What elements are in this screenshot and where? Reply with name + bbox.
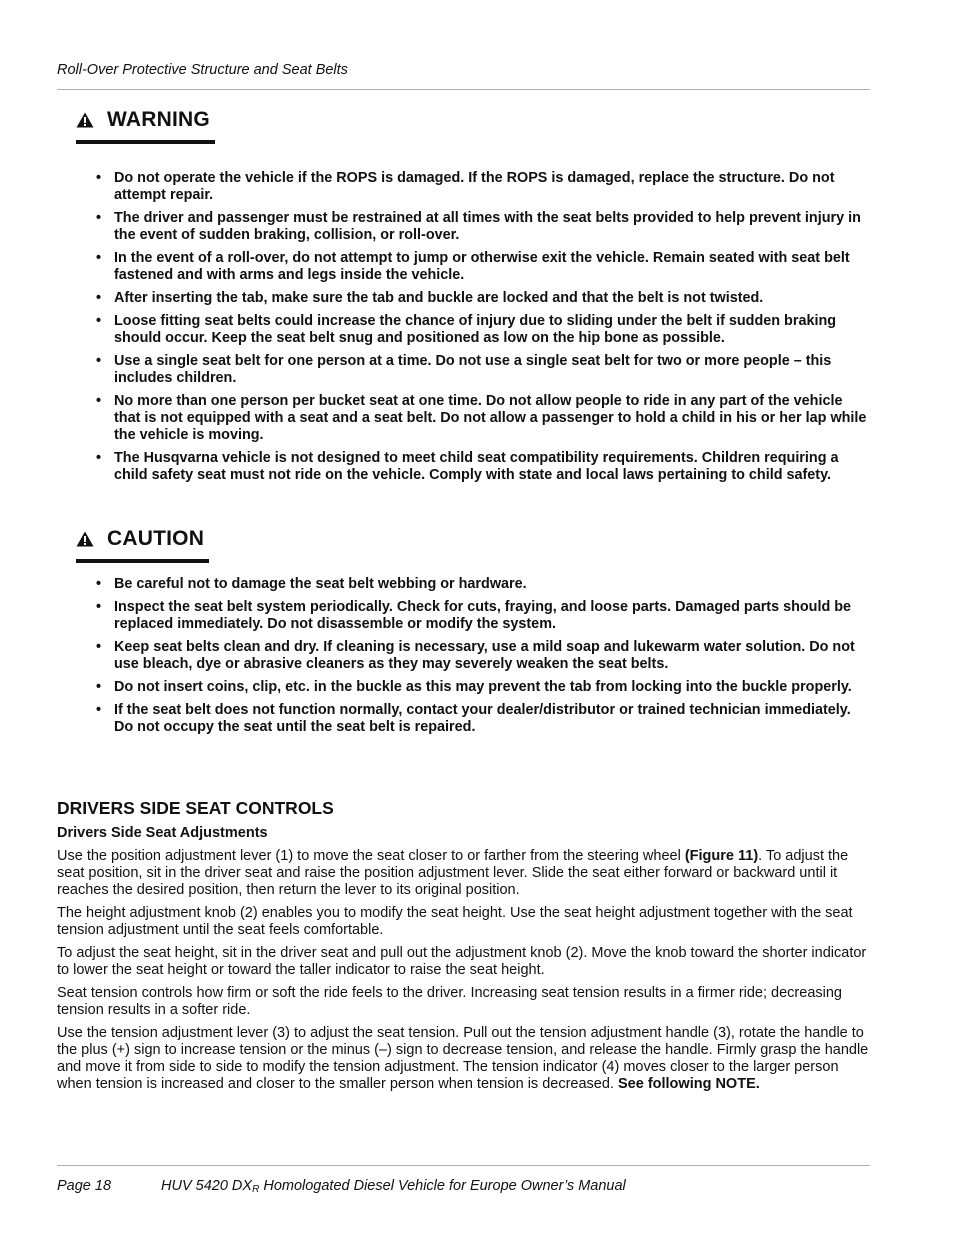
- manual-title-subscript: R: [252, 1184, 260, 1195]
- caution-list: [96, 576, 872, 742]
- page-footer: [57, 1178, 626, 1195]
- list-item: • Do not insert coins, clip, etc. in the buckle as this may prevent the tab from locking into the buckle properly.: [96, 679, 872, 696]
- paragraph: [57, 848, 869, 899]
- manual-title: [161, 1178, 626, 1195]
- footer-rule: [57, 1165, 870, 1166]
- running-header: Roll-Over Protective Structure and Seat Belts: [57, 62, 348, 78]
- list-item: • Inspect the seat belt system periodically. Check for cuts, fraying, and loose parts. Damaged parts should be replaced immediately. Do not disassemble or modify the system.: [96, 599, 872, 633]
- paragraph: Seat tension controls how firm or soft the ride feels to the driver. Increasing seat tension results in a firmer ride; decreasing tension results in a softer ride.: [57, 985, 842, 1018]
- list-item: • In the event of a roll-over, do not attempt to jump or otherwise exit the vehicle. Remain seated with seat belt fastened and with arms and legs inside the vehicle.: [96, 250, 872, 284]
- list-item: • Do not operate the vehicle if the ROPS is damaged. If the ROPS is damaged, replace the structure. Do not attempt repair.: [96, 170, 872, 204]
- page-number: Page 18: [57, 1178, 112, 1194]
- list-item: • Use a single seat belt for one person at a time. Do not use a single seat belt for two or more people – this includes children.: [96, 353, 872, 387]
- list-item: • The Husqvarna vehicle is not designed to meet child seat compatibility requirements. Children requiring a child safety seat must not ride on the vehicle. Comply with state and local laws pertaining to child safety.: [96, 450, 872, 484]
- manual-title-model: HUV 5420 DX: [161, 1178, 253, 1194]
- paragraph-text: . To adjust the seat position, sit in the driver seat and raise the position adjustment lever. Slide the seat either forward or backward until it reaches the desired position, then return the lever to its original position.: [57, 848, 849, 898]
- warning-list: [96, 170, 872, 490]
- figure-reference: (Figure 11): [684, 848, 759, 864]
- paragraph-text: Use the tension adjustment lever (3) to adjust the seat tension. Pull out the tension adjustment handle (3), rotate the handle to the plus (+) sign to increase tension or the minus (–) sign to decrease tension, and release the handle. Firmly grasp the handle and move it from side to side to modify the tension adjustment. The tension indicator (4) moves closer to the larger person when tension is increased and closer to the smaller person when tension is decreased.: [57, 1025, 869, 1092]
- paragraph: [57, 1025, 869, 1093]
- caution-heading-text: CAUTION: [107, 527, 205, 550]
- paragraph: The height adjustment knob (2) enables you to modify the seat height. Use the seat height adjustment together with the seat tension adjustment until the seat feels comfortable.: [57, 905, 853, 938]
- warning-underline: [76, 140, 215, 144]
- warning-triangle-icon: [76, 112, 94, 128]
- list-item: • No more than one person per bucket seat at one time. Do not allow people to ride in any part of the vehicle that is not equipped with a seat and a seat belt. Do not allow a passenger to hold a child in his or her lap while the vehicle is moving.: [96, 393, 872, 444]
- list-item: • Loose fitting seat belts could increase the chance of injury due to sliding under the belt if sudden braking should occur. Keep the seat belt snug and positioned as low on the hip bone as possible.: [96, 313, 872, 347]
- list-item: • The driver and passenger must be restrained at all times with the seat belts provided to help prevent injury in the event of sudden braking, collision, or roll-over.: [96, 210, 872, 244]
- header-rule: [57, 89, 870, 90]
- section-body: [57, 848, 869, 1099]
- list-item: • If the seat belt does not function normally, contact your dealer/distributor or trained technician immediately. Do not occupy the seat until the seat belt is repaired.: [96, 702, 872, 736]
- list-item: • Be careful not to damage the seat belt webbing or hardware.: [96, 576, 872, 593]
- caution-underline: [76, 559, 209, 563]
- list-item: • Keep seat belts clean and dry. If cleaning is necessary, use a mild soap and lukewarm water solution. Do not use bleach, dye or abrasive cleaners as they may severely weaken the seat belts.: [96, 639, 872, 673]
- warning-heading: [76, 108, 210, 132]
- paragraph-text: Use the position adjustment lever (1) to move the seat closer to or farther from the steering wheel: [57, 848, 685, 864]
- caution-triangle-icon: [76, 531, 94, 547]
- manual-title-rest: Homologated Diesel Vehicle for Europe Owner’s Manual: [259, 1178, 626, 1194]
- paragraph: To adjust the seat height, sit in the driver seat and pull out the adjustment knob (2). Move the knob toward the shorter indicator to lower the seat height or toward the taller indicator to raise the seat height.: [57, 945, 867, 978]
- caution-heading: [76, 527, 204, 551]
- warning-heading-text: WARNING: [107, 108, 210, 131]
- section-subtitle: Drivers Side Seat Adjustments: [57, 825, 268, 841]
- note-reference: See following NOTE.: [617, 1076, 760, 1092]
- section-title: DRIVERS SIDE SEAT CONTROLS: [57, 798, 334, 818]
- list-item: • After inserting the tab, make sure the tab and buckle are locked and that the belt is not twisted.: [96, 290, 872, 307]
